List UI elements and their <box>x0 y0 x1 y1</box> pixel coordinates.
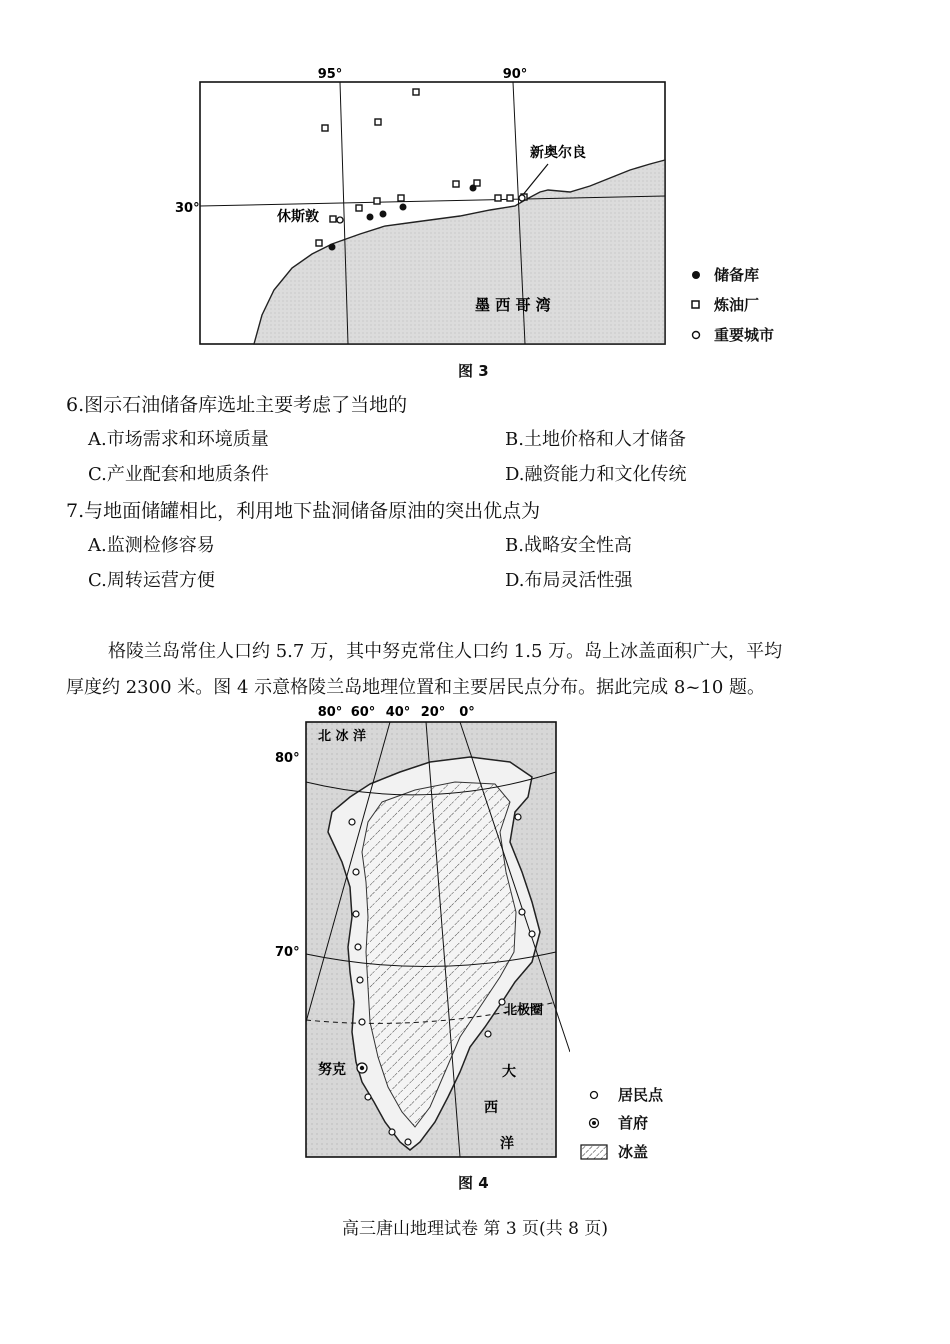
fig4-lon-0: 0° <box>459 705 475 720</box>
question-6-stem: 6.图示石油储备库选址主要考虑了当地的 <box>66 394 408 416</box>
refinery-marker <box>374 198 380 204</box>
capital-icon <box>580 1115 608 1131</box>
fig3-caption: 图 3 <box>458 362 489 380</box>
fig3-lat-30: 30° <box>175 201 200 216</box>
atlantic-label-2: 西 <box>484 1100 498 1116</box>
settlement-marker <box>355 944 361 950</box>
fig4-legend-settlement: 居民点 <box>580 1084 663 1105</box>
refinery-marker <box>356 205 362 211</box>
settlement-marker <box>389 1129 395 1135</box>
q7-option-b[interactable]: B.战略安全性高 <box>505 535 632 556</box>
ice-sheet-icon <box>580 1144 608 1160</box>
storage-marker <box>367 214 374 221</box>
passage-line-2: 厚度约 2300 米。图 4 示意格陵兰岛地理位置和主要居民点分布。据此完成 8~10 题。 <box>66 677 766 698</box>
arctic-ocean-label: 北 冰 洋 <box>318 729 367 744</box>
fig4-lon-20: 20° <box>420 705 446 720</box>
settlement-marker <box>485 1031 491 1037</box>
fig4-legend-capital: 首府 <box>580 1112 648 1133</box>
settlement-marker <box>515 814 521 820</box>
circle-icon <box>688 327 704 343</box>
question-7-stem: 7.与地面储罐相比，利用地下盐洞储备原油的突出优点为 <box>66 500 541 522</box>
settlement-marker <box>529 931 535 937</box>
passage-line-1: 格陵兰岛常住人口约 5.7 万，其中努克常住人口约 1.5 万。岛上冰盖面积广大，平均 <box>108 641 783 662</box>
settlement-marker <box>519 909 525 915</box>
q6-option-b[interactable]: B.土地价格和人才储备 <box>505 429 686 450</box>
fig4-legend-ice: 冰盖 <box>580 1141 648 1162</box>
q6-option-c[interactable]: C.产业配套和地质条件 <box>88 464 269 485</box>
new-orleans-label: 新奥尔良 <box>530 145 586 161</box>
settlement-marker <box>353 911 359 917</box>
settlement-icon <box>580 1087 608 1103</box>
nuuk-marker <box>357 1063 367 1073</box>
fig3-legend-refinery: 炼油厂 <box>688 294 759 315</box>
refinery-marker <box>330 216 336 222</box>
fig3-lon-90: 90° <box>502 67 528 82</box>
filled-dot-icon <box>688 267 704 283</box>
refinery-marker <box>322 125 328 131</box>
settlement-marker <box>365 1094 371 1100</box>
refinery-marker <box>316 240 322 246</box>
fig4-lat-80: 80° <box>275 751 300 766</box>
storage-marker <box>470 185 477 192</box>
fig4-lon-80: 80° <box>317 705 343 720</box>
refinery-marker <box>453 181 459 187</box>
settlement-marker <box>405 1139 411 1145</box>
refinery-marker <box>413 89 419 95</box>
square-icon <box>688 297 704 313</box>
nuuk-label: 努克 <box>318 1062 346 1078</box>
refinery-marker <box>398 195 404 201</box>
q7-option-d[interactable]: D.布局灵活性强 <box>505 570 633 591</box>
houston-label: 休斯敦 <box>277 209 319 225</box>
settlement-marker <box>357 977 363 983</box>
settlement-marker <box>353 869 359 875</box>
storage-marker <box>329 244 336 251</box>
q7-option-c[interactable]: C.周转运营方便 <box>88 570 215 591</box>
houston-marker <box>337 217 343 223</box>
q6-option-a[interactable]: A.市场需求和环境质量 <box>88 429 269 450</box>
fig4-lat-70: 70° <box>275 945 300 960</box>
fig4-lon-60: 60° <box>350 705 376 720</box>
fig3-map <box>170 60 680 350</box>
page-footer: 高三唐山地理试卷 第 3 页(共 8 页) <box>342 1219 608 1239</box>
fig4-lon-40: 40° <box>385 705 411 720</box>
fig3-legend-storage: 储备库 <box>688 264 759 285</box>
settlement-marker <box>349 819 355 825</box>
settlement-marker <box>359 1019 365 1025</box>
atlantic-label-3: 洋 <box>500 1136 514 1152</box>
q7-option-a[interactable]: A.监测检修容易 <box>88 535 215 556</box>
gulf-label: 墨 西 哥 湾 <box>475 296 551 314</box>
storage-marker <box>400 204 407 211</box>
atlantic-label-1: 大 <box>502 1064 516 1080</box>
fig4-map <box>270 702 570 1164</box>
storage-marker <box>380 211 387 218</box>
fig4-caption: 图 4 <box>458 1174 489 1192</box>
refinery-marker <box>495 195 501 201</box>
fig3-legend-city: 重要城市 <box>688 324 774 345</box>
fig3-lon-95: 95° <box>317 67 343 82</box>
refinery-marker <box>507 195 513 201</box>
new-orleans-marker <box>519 195 525 201</box>
q6-option-d[interactable]: D.融资能力和文化传统 <box>505 464 687 485</box>
arctic-circle-label: 北极圈 <box>504 1003 544 1018</box>
refinery-marker <box>375 119 381 125</box>
